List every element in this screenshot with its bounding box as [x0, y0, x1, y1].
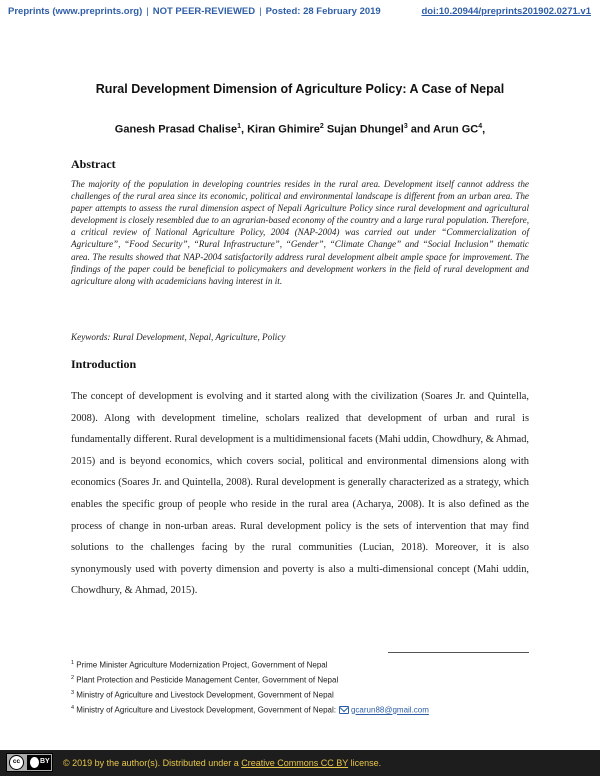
- footnote-item: [71, 657, 429, 672]
- author-list: [0, 123, 600, 136]
- copyright-suffix: license.: [348, 758, 382, 768]
- attribution-icon: [27, 755, 51, 770]
- footnote-item: [71, 702, 429, 717]
- footnote-text: Plant Protection and Pesticide Management Center, Government of Nepal: [76, 675, 339, 685]
- email-icon: [339, 706, 349, 714]
- posted-date: Posted: 28 February 2019: [265, 6, 381, 17]
- author-affiliation-mark: 2: [319, 123, 324, 130]
- paper-title: Rural Development Dimension of Agriculture Policy: A Case of Nepal: [95, 82, 505, 96]
- header-separator: |: [259, 6, 262, 17]
- author-separator: and: [407, 123, 433, 136]
- creative-commons-icon: cc: [9, 755, 24, 770]
- footnote-item: [71, 687, 429, 702]
- introduction-text: The concept of development is evolving and it started along with the civilization (Soares Jr. and Quintella, 2008). Along with development timeline, scholars realized that development of urban and rural is fundamentally different. Rural development is a multidimensional facets (Mahi uddin, Chowdhury, & Ahmad, 2015) and is beyond economics, which covers social, political and environmental dimensions along with economics (Soares Jr. and Quintella, 2008). Rural development is generally characterized as a strategy, which enables the specific group of people who reside in the rural area (Acharya, 2008). It is also defined as the process of change in non-urban areas. Rural development policy is the sets of intervention that may find solutions to the challenges facing by the rural communities (Lucian, 2018). Moreover, it is also synonymously used with poverty dimension and poverty is also a multi-dimensional concept (Mahi uddin, Chowdhury, & Ahmad, 2015).: [71, 391, 529, 597]
- footnote-mark: 1: [71, 660, 75, 666]
- author-separator: ,: [240, 123, 248, 136]
- cc-by-license-badge[interactable]: [6, 753, 53, 772]
- abstract-text: The majority of the population in developing countries resides in the rural area. Development itself cannot address the challenges of the rural area since its economic, political and environmental landscape is different from an urban area. The paper attempts to assess the rural dimension aspect of Nepali Agriculture Policy since rural development and agricultural development is closely resembled due to an agrarian-based economy of the country and a large rural population. Therefore, a critical review of National Agriculture Policy, 2004 (NAP-2004) was carried out under “Commercialization of Agriculture”, “Food Security”, “Rural Infrastructure”, “Gender”, “Climate Change” and “Social Inclusion” thematic area. The results showed that NAP-2004 satisfactorily address rural development albeit ample space for improvement. The findings of the paper could be beneficial to policymakers and development workers in the field of rural development and agriculture along with academicians having interest in it.: [71, 179, 529, 286]
- author-affiliation-mark: 3: [403, 123, 408, 130]
- header-meta: [8, 6, 381, 17]
- author-email-link[interactable]: gcarun88@gmail.com: [350, 705, 429, 715]
- author-name: Arun GC: [433, 123, 479, 136]
- keywords: Keywords: Rural Development, Nepal, Agriculture, Policy: [71, 332, 286, 342]
- footnote-divider: [388, 652, 529, 653]
- preprint-header-bar: [0, 0, 600, 24]
- site-link[interactable]: Preprints (www.preprints.org): [8, 6, 143, 17]
- author-affiliation-mark: 1: [237, 123, 241, 130]
- header-separator: |: [146, 6, 149, 17]
- review-status: NOT PEER-REVIEWED: [152, 6, 256, 17]
- person-icon: [30, 757, 39, 768]
- license-footer: [0, 750, 600, 776]
- abstract-heading: Abstract: [71, 157, 116, 171]
- author-name: Ganesh Prasad Chalise: [114, 123, 238, 136]
- introduction-heading: Introduction: [71, 357, 137, 371]
- author-affiliation-mark: 4: [478, 123, 483, 130]
- copyright-prefix: © 2019 by the author(s). Distributed under a: [63, 758, 242, 768]
- footnotes: [71, 657, 429, 717]
- copyright-text: [63, 758, 381, 768]
- footnote-mark: 3: [71, 689, 75, 696]
- footnote-mark: 4: [71, 704, 75, 711]
- by-label: BY: [40, 758, 50, 765]
- license-link[interactable]: Creative Commons CC BY: [241, 758, 349, 768]
- doi-link[interactable]: doi:10.20944/preprints201902.0271.v1: [421, 6, 591, 17]
- footnote-text: Ministry of Agriculture and Livestock Development, Government of Nepal:: [76, 705, 336, 715]
- author-name: Kiran Ghimire: [247, 123, 320, 136]
- footnote-item: [71, 672, 429, 687]
- footnote-text: Prime Minister Agriculture Modernization Project, Government of Nepal: [76, 660, 328, 670]
- footnote-mark: 2: [71, 674, 75, 681]
- footnote-text: Ministry of Agriculture and Livestock Development, Government of Nepal: [76, 690, 334, 700]
- author-separator: ,: [482, 123, 486, 136]
- author-name: Sujan Dhungel: [326, 123, 404, 136]
